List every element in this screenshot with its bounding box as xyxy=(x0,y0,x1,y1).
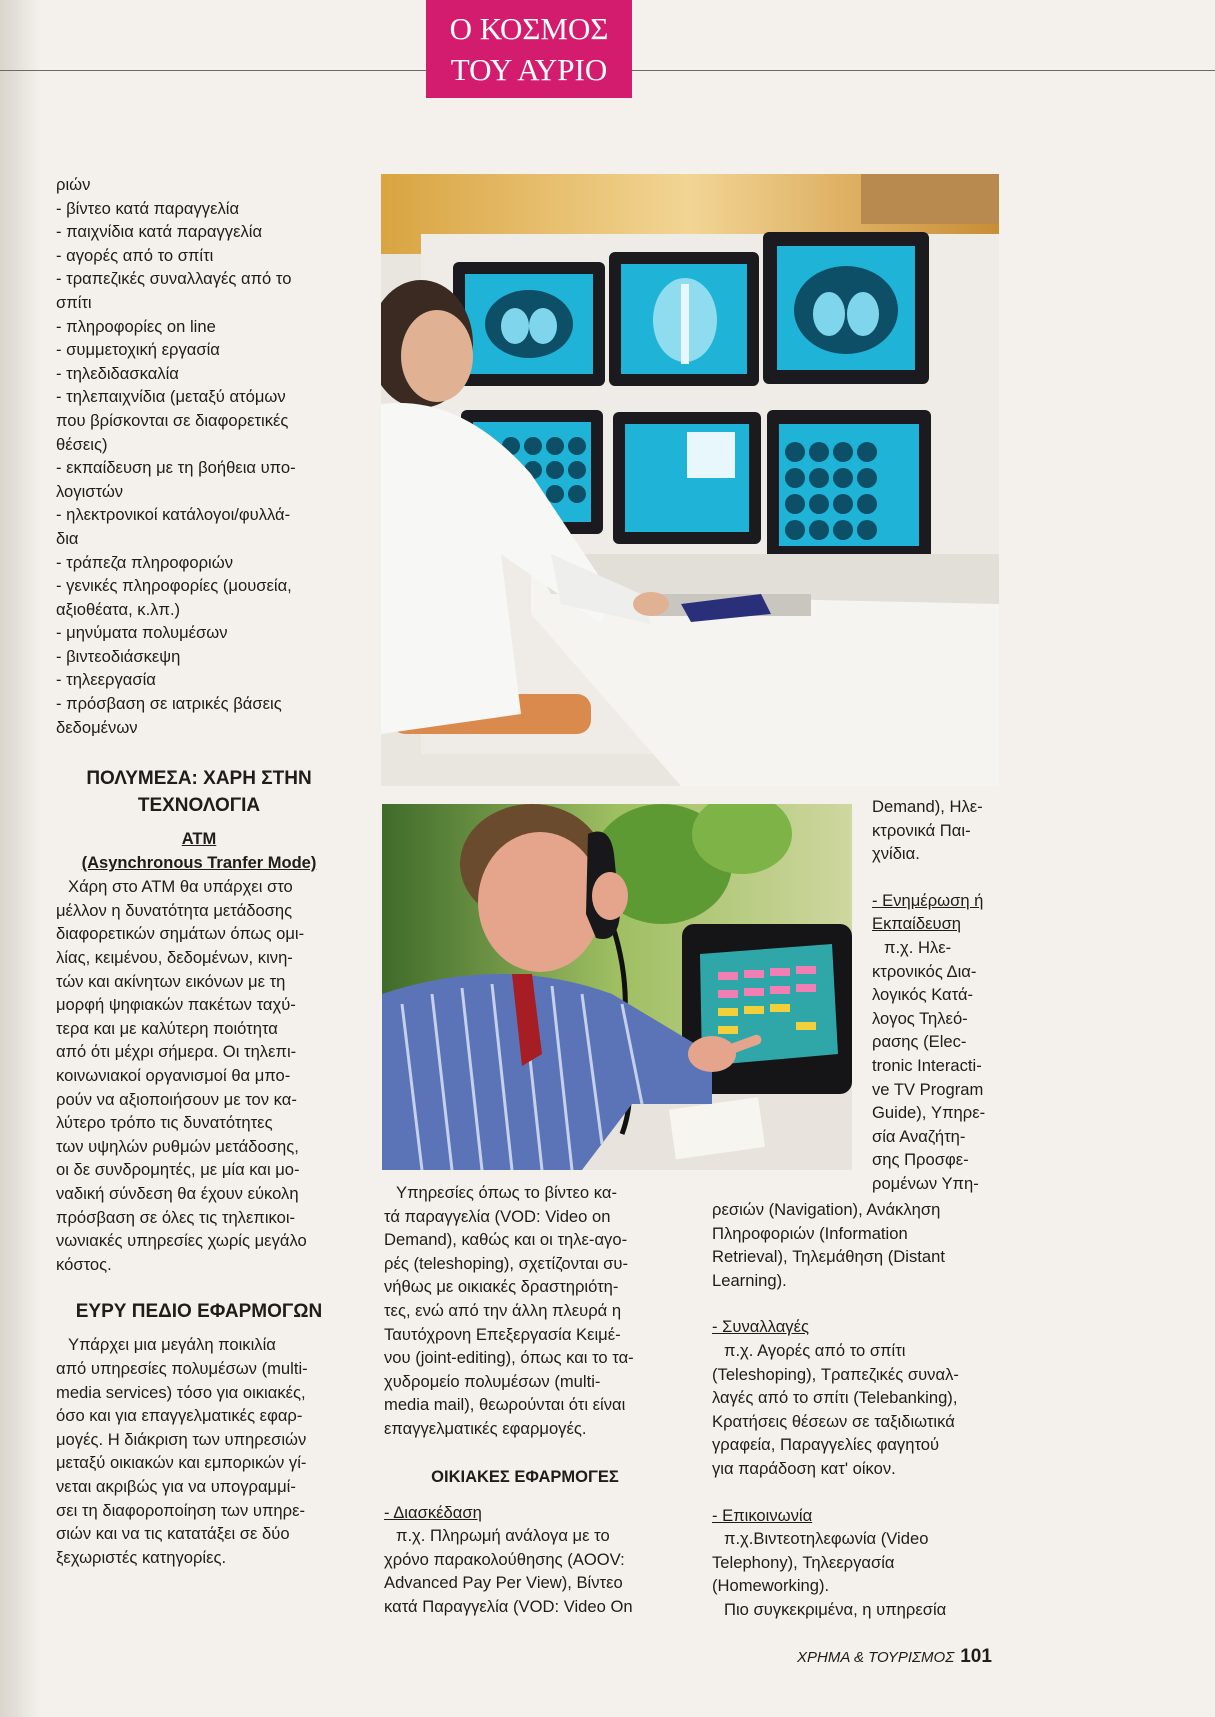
paragraph-line: Demand), Ηλε- xyxy=(872,797,983,816)
paragraph-line: π.χ.Βιντεοτηλεφωνία (Video xyxy=(724,1529,929,1549)
page-number: 101 xyxy=(960,1646,992,1667)
list-item: - μηνύματα πολυμέσων xyxy=(56,623,228,643)
atm-heading xyxy=(56,827,342,875)
transactions-heading: - Συναλλαγές xyxy=(712,1317,809,1337)
paragraph-line: γραφεία, Παραγγελίες φαγητού xyxy=(712,1435,940,1455)
paragraph-line: για παράδοση κατ' οίκον. xyxy=(712,1458,896,1478)
list-item: - τηλεπαιχνίδια (μεταξύ ατόμων xyxy=(56,387,286,407)
list-item: - πρόσβαση σε ιατρικές βάσεις xyxy=(56,694,282,714)
paragraph-line: λύτερο τρόπο τις δυνατότητες xyxy=(56,1113,273,1133)
paragraph-line: ρεσιών (Navigation), Ανάκληση xyxy=(712,1200,941,1219)
paragraph-line: μέλλον η δυνατότητα μετάδοσης xyxy=(56,900,293,920)
home-applications-heading: ΟΙΚΙΑΚΕΣ ΕΦΑΡΜΟΓΕΣ xyxy=(431,1467,619,1486)
paragraph-line: Retrieval), Τηλεμάθηση (Distant xyxy=(712,1247,945,1267)
paragraph-line: τών και ακίνητων εικόνων με τη xyxy=(56,971,286,991)
atm-title: ATM xyxy=(181,830,217,849)
paragraph-line: media services) τόσο για οικιακές, xyxy=(56,1382,306,1402)
list-item: - τράπεζα πληροφοριών xyxy=(56,552,233,572)
paragraph-line: κόστος. xyxy=(56,1254,112,1274)
list-item: ριών xyxy=(56,175,91,194)
list-item: δια xyxy=(56,528,79,548)
list-item: - τηλεεργασία xyxy=(56,670,156,690)
communication-heading: - Επικοινωνία xyxy=(712,1505,813,1525)
paragraph-line: λαγές από το σπίτι (Telebanking), xyxy=(712,1388,958,1408)
section-heading-applications: ΕΥΡΥ ΠΕΔΙΟ ΕΦΑΡΜΟΓΩΝ xyxy=(75,1301,323,1323)
paragraph-line: κτρονικά Παι- xyxy=(872,820,971,840)
list-item: αξιοθέατα, κ.λπ.) xyxy=(56,599,181,619)
paragraph-line: Guide), Υπηρε- xyxy=(872,1103,986,1123)
list-item: θέσεις) xyxy=(56,434,108,454)
list-item: - πληροφορίες on line xyxy=(56,316,216,336)
list-item: σπίτι xyxy=(56,292,92,312)
paragraph-line: σιών και να τις κατατάξει σε δύο xyxy=(56,1524,290,1544)
paragraph-line: Πιο συγκεκριμένα, η υπηρεσία xyxy=(724,1599,947,1619)
paragraph-line: λογικός Κατά- xyxy=(872,985,974,1005)
paragraph-line: νήθως με οικιακές δραστηριότη- xyxy=(384,1277,619,1297)
information-paragraph-continued xyxy=(712,1198,996,1292)
communication-paragraph xyxy=(712,1527,996,1621)
masthead-line-2: ΤΟΥ ΑΥΡΙΟ xyxy=(450,52,608,87)
information-heading-line: Εκπαίδευση xyxy=(872,914,962,934)
list-item: που βρίσκονται σε διαφορετικές xyxy=(56,410,289,430)
paragraph-line: κοινωνιακοί οργανισμοί θα μπο- xyxy=(56,1066,291,1085)
list-item: - ηλεκτρονικοί κατάλογοι/φυλλά- xyxy=(56,505,291,525)
paragraph-line: Demand), καθώς και οι τηλε-αγο- xyxy=(384,1230,628,1250)
page-footer xyxy=(797,1646,992,1668)
middle-column xyxy=(384,1181,666,1619)
paragraph-line: όσο και για επαγγελματικές εφαρ- xyxy=(56,1406,303,1426)
paragraph-line: tronic Interacti- xyxy=(872,1055,982,1075)
list-item: - τραπεζικές συναλλαγές από το xyxy=(56,269,292,289)
paragraph-line: μεταξύ οικιακών και εμπορικών γί- xyxy=(56,1453,307,1473)
atm-paragraph xyxy=(56,875,342,1276)
paragraph-line: χνίδια. xyxy=(872,844,920,864)
paragraph-line: ve TV Program xyxy=(872,1079,984,1099)
paragraph-line: σία Αναζήτη- xyxy=(872,1126,966,1146)
list-item: - γενικές πληροφορίες (μουσεία, xyxy=(56,576,292,596)
paragraph-line: οι δε συνδρομητές, με μία και μο- xyxy=(56,1160,300,1180)
list-item: - βιντεοδιάσκεψη xyxy=(56,646,181,666)
paragraph-line: π.χ. Πληρωμή ανάλογα με το xyxy=(396,1526,610,1546)
entertainment-continued xyxy=(872,795,996,866)
list-item: - τηλεδιδασκαλία xyxy=(56,363,179,383)
interactive-terminal-photo xyxy=(382,804,852,1170)
list-item: - εκπαίδευση με τη βοήθεια υπο- xyxy=(56,458,296,478)
paragraph-line: επαγγελματικές εφαρμογές. xyxy=(384,1418,587,1438)
paragraph-line: ναδική σύνδεση θα έχουν εύκολη xyxy=(56,1183,299,1203)
paragraph-line: μορφή ψηφιακών πακέτων ταχύ- xyxy=(56,995,296,1015)
information-heading-line: - Ενημέρωση ή xyxy=(872,890,984,910)
paragraph-line: (Homeworking). xyxy=(712,1576,830,1596)
paragraph-line: π.χ. Αγορές από το σπίτι xyxy=(724,1340,906,1360)
magazine-name: ΧΡΗΜΑ & ΤΟΥΡΙΣΜΟΣ xyxy=(797,1649,955,1666)
masthead-line-1: Ο ΚΟΣΜΟΣ xyxy=(449,11,609,46)
information-paragraph xyxy=(872,936,996,1196)
services-paragraph xyxy=(384,1181,666,1441)
paragraph-line: Υπάρχει μια μεγάλη ποικιλία xyxy=(68,1335,276,1355)
entertainment-heading: - Διασκέδαση xyxy=(384,1502,482,1522)
paragraph-line: από ότι μέχρι σήμερα. Οι τηλεπι- xyxy=(56,1042,297,1062)
information-heading xyxy=(872,889,996,936)
paragraph-line: τά παραγγελία (VOD: Video on xyxy=(384,1206,611,1226)
list-item: - βίντεο κατά παραγγελία xyxy=(56,198,240,218)
entertainment-paragraph xyxy=(384,1524,666,1618)
paragraph-line: (Teleshoping), Τραπεζικές συναλ- xyxy=(712,1364,959,1384)
applications-paragraph xyxy=(56,1333,342,1569)
section-heading-line: ΤΕΧΝΟΛΟΓΙΑ xyxy=(137,795,261,817)
paragraph-line: των υψηλών ρυθμών μετάδοσης, xyxy=(56,1136,299,1156)
list-item: - παιχνίδια κατά παραγγελία xyxy=(56,222,263,242)
paragraph-line: σης Προσφε- xyxy=(872,1150,969,1170)
left-column xyxy=(56,173,342,1569)
paragraph-line: media mail), θεωρούνται ότι είναι xyxy=(384,1395,626,1415)
paragraph-line: κατά Παραγγελία (VOD: Video On xyxy=(384,1596,633,1616)
paragraph-line: Learning). xyxy=(712,1270,787,1290)
paragraph-line: από υπηρεσίες πολυμέσων (multi- xyxy=(56,1358,308,1378)
paragraph-line: Κρατήσεις θέσεων σε ταξιδιωτικά xyxy=(712,1411,955,1431)
list-item: - συμμετοχική εργασία xyxy=(56,340,220,360)
paragraph-line: πρόσβαση σε όλες τις τηλεπικοι- xyxy=(56,1207,296,1227)
paragraph-line: Telephony), Τηλεεργασία xyxy=(712,1552,895,1572)
paragraph-line: κτρονικός Δια- xyxy=(872,961,977,981)
terminal-photo-drawing xyxy=(382,804,852,1170)
binding-shadow xyxy=(0,0,40,1717)
list-item: - αγορές από το σπίτι xyxy=(56,245,214,265)
paragraph-line: χρόνο παρακολούθησης (AOOV: xyxy=(384,1549,625,1569)
radiology-workstation-photo xyxy=(381,174,999,786)
transactions-paragraph xyxy=(712,1339,996,1481)
atm-subtitle: (Asynchronous Tranfer Mode) xyxy=(81,854,317,873)
paragraph-line: νου (joint-editing), όπως και το τα- xyxy=(384,1348,634,1368)
paragraph-line: τερα και με καλύτερη ποιότητα xyxy=(56,1018,278,1038)
section-heading-multimedia xyxy=(56,765,342,819)
paragraph-line: Ταυτόχρονη Επεξεργασία Κειμέ- xyxy=(384,1324,621,1344)
paragraph-line: μογές. Η διάκριση των υπηρεσιών xyxy=(56,1429,307,1449)
paragraph-line: σει τη διαφοροποίηση των υπηρε- xyxy=(56,1500,306,1520)
paragraph-line: Υπηρεσίες όπως το βίντεο κα- xyxy=(396,1183,617,1202)
radiology-photo-drawing xyxy=(381,174,999,786)
paragraph-line: ρές (teleshoping), σχετίζονται συ- xyxy=(384,1253,628,1273)
paragraph-line: τες, ενώ από την άλλη πλευρά η xyxy=(384,1300,622,1320)
section-masthead xyxy=(426,0,632,98)
paragraph-line: νωνιακές υπηρεσίες χωρίς μεγάλο xyxy=(56,1231,307,1251)
paragraph-line: Advanced Pay Per View), Βίντεο xyxy=(384,1573,623,1593)
paragraph-line: νεται ακριβώς για να υπογραμμί- xyxy=(56,1476,296,1496)
list-item: δεδομένων xyxy=(56,717,138,737)
right-narrow-column xyxy=(872,795,996,1196)
paragraph-line: λογος Τηλεό- xyxy=(872,1008,968,1028)
paragraph-line: ξεχωριστές κατηγορίες. xyxy=(56,1547,227,1567)
paragraph-line: Χάρη στο ΑΤΜ θα υπάρχει στο xyxy=(68,877,293,897)
services-list xyxy=(56,173,342,739)
paragraph-line: διαφορετικών σημάτων όπως ομι- xyxy=(56,924,305,944)
paragraph-line: χυδρομείο πολυμέσων (multi- xyxy=(384,1371,601,1391)
paragraph-line: λίας, κειμένου, δεδομένων, κινη- xyxy=(56,948,293,968)
section-heading-line: ΠΟΛΥΜΕΣΑ: ΧΑΡΗ ΣΤΗΝ xyxy=(86,768,312,790)
paragraph-line: ρομένων Υπη- xyxy=(872,1173,979,1193)
paragraph-line: ρασης (Elec- xyxy=(872,1032,967,1052)
paragraph-line: π.χ. Ηλε- xyxy=(884,937,952,957)
right-column xyxy=(712,1198,996,1622)
paragraph-line: ρούν να αξιοποιήσουν με τον κα- xyxy=(56,1089,297,1109)
list-item: λογιστών xyxy=(56,481,124,501)
paragraph-line: Πληροφοριών (Information xyxy=(712,1223,908,1243)
